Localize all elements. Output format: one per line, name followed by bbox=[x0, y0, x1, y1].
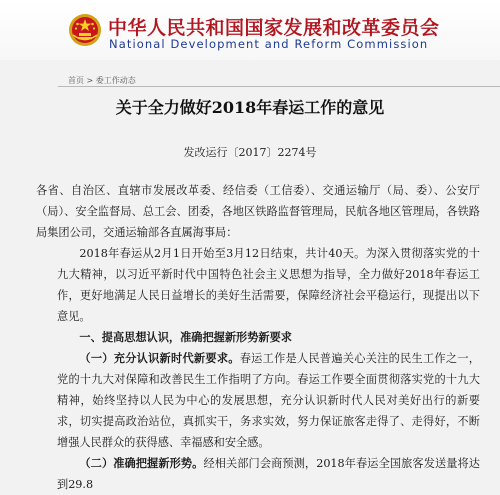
paragraph-lead: （二）准确把握新形势。 bbox=[79, 456, 204, 470]
breadcrumb bbox=[68, 75, 136, 86]
paragraph-text: 春运工作是人民普遍关心关注的民生工作之一，党的十九大对保障和改善民生工作指明了方向。春运工作要全面贯彻落实党的十九大精神，始终坚持以人民为中心的发展思想，充分认识新时代人民对美好出行的新要求，切实提高政治站位，真抓实干，务求实效，努力保证旅客走得了、走得好，不断增强人民群众的获得感、幸福感和安全感。 bbox=[57, 352, 480, 449]
article-title: 关于全力做好2018年春运工作的意见 bbox=[115, 98, 385, 117]
addressees-paragraph: 各省、自治区、直辖市发展改革委、经信委（工信委）、交通运输厅（局、委）、公安厅（局）、安全监督局、总工会、团委，各地区铁路监督管理局，民航各地区管理局，各铁路局集团公司，交通运输部各直属海事局： bbox=[36, 184, 480, 239]
breadcrumb-section-link[interactable]: 委工作动态 bbox=[95, 76, 136, 85]
breadcrumb-separator: > bbox=[86, 76, 94, 85]
national-emblem-icon bbox=[68, 13, 102, 47]
org-name-chinese[interactable]: 中华人民共和国国家发展和改革委员会 bbox=[108, 17, 440, 39]
breadcrumb-home-link[interactable]: 首页 bbox=[68, 76, 84, 85]
body-paragraph bbox=[0, 348, 500, 453]
site-header bbox=[0, 0, 500, 60]
paragraph-lead: （一）充分认识新时代新要求。 bbox=[79, 351, 240, 365]
org-name-english[interactable]: National Development and Reform Commission bbox=[109, 37, 429, 51]
header-divider bbox=[58, 86, 500, 87]
paragraph-text: 经相关部门会商预测，2018年春运全国旅客发送量将达到29.8 bbox=[57, 457, 480, 491]
document-number: 发改运行〔2017〕2274号 bbox=[183, 146, 317, 159]
body-paragraph bbox=[0, 453, 500, 495]
intro-paragraph: 2018年春运从2月1日开始至3月12日结束，共计40天。为深入贯彻落实党的十九大精神，以习近平新时代中国特色社会主义思想为指导，全力做好2018年春运工作，更好地满足人民日益增长的美好生活需要，保障经济社会平稳运行，现提出以下意见。 bbox=[57, 247, 480, 323]
section-heading: 一、提高思想认识，准确把握新形势新要求 bbox=[79, 330, 292, 344]
article-body bbox=[0, 180, 500, 495]
